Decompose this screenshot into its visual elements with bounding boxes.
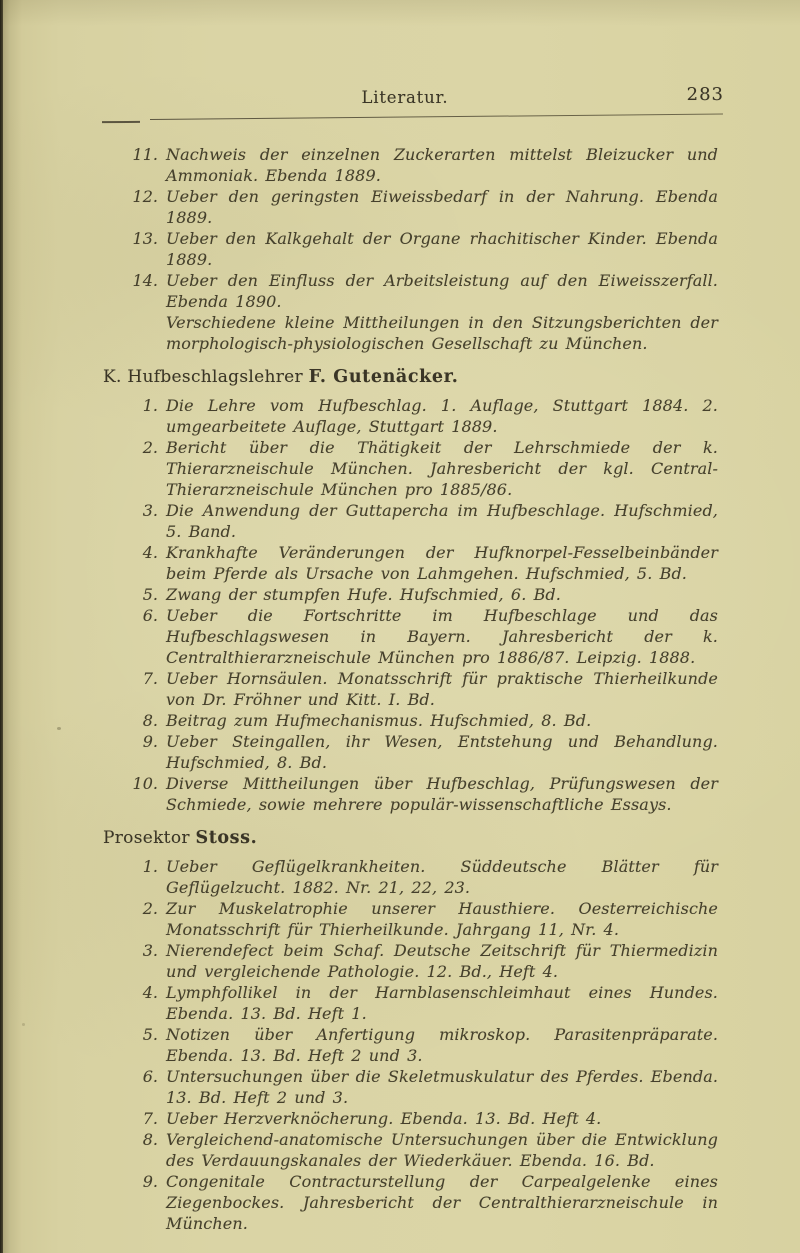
bibliography-entry [128, 940, 800, 982]
entry-text: Bericht über die Thätigkeit der Lehrschmiede der k. Thierarzneischule München. Jahresbericht der kgl. Central-Thierarzneischule München pro 1885/86. [166, 438, 718, 499]
bibliography-entry [128, 542, 800, 584]
bibliography-entry [128, 668, 800, 710]
entry-number: 8. [142, 1130, 158, 1149]
entry-text: Vergleichend-anatomische Untersuchungen über die Entwicklung des Verdauungskanales der Wiederkäuer. Ebenda. 16. Bd. [166, 1130, 718, 1170]
entry-number: 5. [142, 1025, 158, 1044]
section-heading-prefix: Prosektor [103, 828, 196, 848]
entry-number: 14. [132, 271, 158, 290]
entry-number: 11. [132, 145, 158, 164]
entry-text: Die Anwendung der Guttapercha im Hufbeschlage. Hufschmied, 5. Band. [166, 501, 718, 541]
entry-text: Ueber den geringsten Eiweissbedarf in der Nahrung. Ebenda 1889. [166, 187, 718, 227]
entry-number: 2. [142, 899, 158, 918]
bibliography-entry [128, 856, 800, 898]
entry-number: 1. [142, 857, 158, 876]
entry-text: Ueber Herzverknöcherung. Ebenda. 13. Bd. Heft 4. [166, 1109, 602, 1128]
entry-number: 10. [132, 774, 158, 793]
entry-number: 9. [142, 1172, 158, 1191]
bibliography-entry [128, 773, 800, 815]
entry-text: Congenitale Contracturstellung der Carpealgelenke eines Ziegenbockes. Jahresbericht der Centralthierarzneischule in München. [166, 1172, 718, 1233]
entry-text: Ueber den Kalkgehalt der Organe rhachitischer Kinder. Ebenda 1889. [166, 229, 718, 269]
entry-number [128, 312, 166, 354]
bibliography-entry [128, 312, 800, 354]
entry-text: Zur Muskelatrophie unserer Hausthiere. Oesterreichische Monatsschrift für Thierheilkunde. Jahrgang 11, Nr. 4. [166, 899, 718, 939]
entry-text: Ueber Steingallen, ihr Wesen, Entstehung und Behandlung. Hufschmied, 8. Bd. [166, 732, 718, 772]
bibliography-entry [128, 500, 800, 542]
entry-text: Untersuchungen über die Skeletmuskulatur des Pferdes. Ebenda. 13. Bd. Heft 2 und 3. [166, 1067, 719, 1107]
entry-text: Diverse Mittheilungen über Hufbeschlag, Prüfungswesen der Schmiede, sowie mehrere populär-wissenschaftliche Essays. [166, 774, 718, 814]
entry-number: 6. [142, 1067, 158, 1086]
entry-number: 12. [132, 187, 158, 206]
entry-number: 4. [142, 543, 158, 562]
bibliography-entry [128, 437, 800, 500]
entry-number: 4. [142, 983, 158, 1002]
entry-text: Nierendefect beim Schaf. Deutsche Zeitschrift für Thiermedizin und vergleichende Pathologie. 12. Bd., Heft 4. [166, 941, 718, 981]
entry-text: Nachweis der einzelnen Zuckerarten mittelst Bleizucker und Ammoniak. Ebenda 1889. [166, 145, 718, 185]
bibliography-entry [128, 228, 800, 270]
entry-number: 5. [142, 585, 158, 604]
entry-text: Ueber die Fortschritte im Hufbeschlage und das Hufbeschlagswesen in Bayern. Jahresbericht der k. Centralthierarzneischule München pro 1886/87. Leipzig. 1888. [166, 606, 718, 667]
entry-number: 13. [132, 229, 158, 248]
entry-text: Notizen über Anfertigung mikroskop. Parasitenpräparate. Ebenda. 13. Bd. Heft 2 und 3. [166, 1025, 718, 1065]
header-rule [150, 113, 723, 120]
bibliography-entry [128, 144, 800, 186]
bibliography-entry [128, 605, 800, 668]
running-title: Literatur. [361, 88, 449, 107]
section-heading-name: Stoss. [195, 828, 258, 848]
entry-text: Ueber Hornsäulen. Monatsschrift für praktische Thierheilkunde von Dr. Fröhner und Kitt. I. Bd. [166, 669, 718, 709]
bibliography-list [0, 395, 800, 815]
bibliography-entry [128, 395, 800, 437]
section-heading-name: F. Gutenäcker. [308, 367, 459, 387]
bibliography-entry [128, 186, 800, 228]
paper-speck [57, 727, 61, 730]
bibliography-entry [128, 898, 800, 940]
bibliography-entry [128, 270, 800, 312]
bibliography-list [0, 856, 800, 1234]
section-heading [103, 827, 800, 849]
bibliography-entry [128, 982, 800, 1024]
bibliography-entry [128, 710, 800, 731]
entry-text: Ueber den Einfluss der Arbeitsleistung auf den Eiweisszerfall. Ebenda 1890. [166, 271, 718, 311]
bibliography-entry [128, 1108, 800, 1129]
entry-text: Verschiedene kleine Mittheilungen in den Sitzungsberichten der morphologisch-physiologischen Gesellschaft zu München. [166, 313, 718, 353]
paper-speck [22, 1023, 25, 1026]
entry-text: Zwang der stumpfen Hufe. Hufschmied, 6. Bd. [166, 585, 561, 604]
section-heading [103, 366, 800, 388]
bibliography-list [0, 144, 800, 354]
entry-text: Lymphfollikel in der Harnblasenschleimhaut eines Hundes. Ebenda. 13. Bd. Heft 1. [166, 983, 718, 1023]
entry-number: 7. [142, 1109, 158, 1128]
entry-number: 7. [142, 669, 158, 688]
page-number: 283 [686, 84, 724, 105]
entry-text: Ueber Geflügelkrankheiten. Süddeutsche Blätter für Geflügelzucht. 1882. Nr. 21, 22, 23. [166, 857, 718, 897]
bibliography-entry [128, 1129, 800, 1171]
entry-number: 3. [142, 941, 158, 960]
bibliography-entry [128, 731, 800, 773]
entry-number: 3. [142, 501, 158, 520]
entry-number: 2. [142, 438, 158, 457]
section-heading-prefix: K. Hufbeschlagslehrer [103, 367, 309, 387]
bibliography-entry [128, 1066, 800, 1108]
header-rule-dash [102, 121, 140, 123]
entry-number: 9. [142, 732, 158, 751]
entry-number: 6. [142, 606, 158, 625]
entry-text: Beitrag zum Hufmechanismus. Hufschmied, 8. Bd. [166, 711, 592, 730]
entry-number: 1. [142, 396, 158, 415]
entry-text: Die Lehre vom Hufbeschlag. 1. Auflage, Stuttgart 1884. 2. umgearbeitete Auflage, Stuttgart 1889. [166, 396, 718, 436]
entry-number: 8. [142, 711, 158, 730]
bibliography-sections [0, 144, 800, 1234]
entry-text: Krankhafte Veränderungen der Hufknorpel-Fesselbeinbänder beim Pferde als Ursache von Lahmgehen. Hufschmied, 5. Bd. [166, 543, 718, 583]
running-head [10, 88, 800, 107]
bibliography-entry [128, 1024, 800, 1066]
bibliography-entry [128, 1171, 800, 1234]
bibliography-entry [128, 584, 800, 605]
